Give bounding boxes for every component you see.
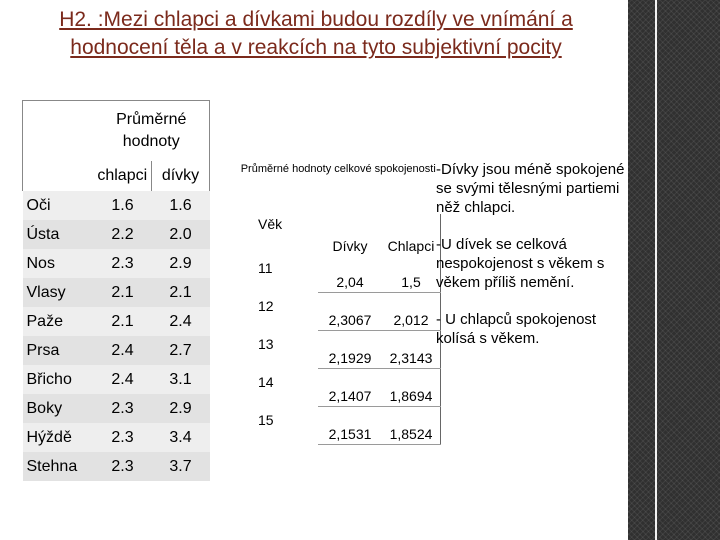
table-row: [23, 423, 210, 452]
row-label: Nos: [23, 249, 94, 278]
row-label: Břicho: [23, 365, 94, 394]
girls-value: 1.6: [152, 191, 210, 220]
boys-value: 2.4: [94, 365, 152, 394]
boys-value: 2.1: [94, 278, 152, 307]
boys-value: 1,8524: [382, 406, 441, 444]
age-value: 15: [258, 412, 274, 428]
row-label: Oči: [23, 191, 94, 220]
satisfaction-table-title: Průměrné hodnoty celkové spokojenosti: [240, 163, 436, 175]
girls-value: 2.4: [152, 307, 210, 336]
table-row: [23, 278, 210, 307]
body-parts-table: [22, 100, 210, 481]
girls-value: 2.1: [152, 278, 210, 307]
girls-value: 2,04: [318, 254, 382, 292]
girls-column-header: Dívky: [332, 238, 368, 254]
table-row: [236, 292, 441, 330]
boys-value: 2.3: [94, 423, 152, 452]
row-label: Ústa: [23, 220, 94, 249]
finding-girls-age: -U dívek se celková nespokojenost s věkem s věkem příliš nemění.: [436, 236, 605, 291]
boys-column-header: Chlapci: [382, 214, 441, 254]
girls-value: 2,1531: [318, 406, 382, 444]
row-label: Boky: [23, 394, 94, 423]
satisfaction-by-age-table: [236, 158, 441, 445]
average-values-header: Průměrné hodnoty: [94, 101, 210, 162]
age-value: 11: [258, 260, 273, 276]
table-row: [23, 191, 210, 220]
table-row: [23, 365, 210, 394]
girls-value: 2.9: [152, 394, 210, 423]
boys-column-header: chlapci: [94, 161, 152, 191]
finding-boys-age: - U chlapců spokojenost kolísá s věkem.: [436, 311, 597, 347]
girls-value: 2.7: [152, 336, 210, 365]
row-label: Paže: [23, 307, 94, 336]
row-label: Hýždě: [23, 423, 94, 452]
finding-girls-parts: -Dívky jsou méně spokojené se svými tělesnými partiemi něž chlapci.: [436, 161, 625, 216]
girls-value: 2,3067: [318, 292, 382, 330]
girls-value: 2,1929: [318, 330, 382, 368]
row-label: Stehna: [23, 452, 94, 481]
boys-value: 2.4: [94, 336, 152, 365]
sidebar-divider: [655, 0, 657, 540]
age-value: 13: [258, 336, 274, 352]
boys-value: 2,3143: [382, 330, 441, 368]
girls-value: 3.1: [152, 365, 210, 394]
girls-value: 3.4: [152, 423, 210, 452]
row-label: Vlasy: [23, 278, 94, 307]
table-row: [23, 452, 210, 481]
table-row: [23, 336, 210, 365]
girls-value: 3.7: [152, 452, 210, 481]
table-row: [23, 307, 210, 336]
girls-value: 2,1407: [318, 368, 382, 406]
table-row: [23, 220, 210, 249]
table-row: [236, 368, 441, 406]
table-row: [23, 394, 210, 423]
boys-value: 2.2: [94, 220, 152, 249]
boys-value: 1,8694: [382, 368, 441, 406]
table-row: [236, 254, 441, 292]
table-row: [236, 406, 441, 444]
boys-value: 2.3: [94, 394, 152, 423]
boys-value: 1.6: [94, 191, 152, 220]
age-value: 12: [258, 298, 274, 314]
boys-value: 2,012: [382, 292, 441, 330]
age-column-header: Věk: [258, 216, 283, 232]
girls-column-header: dívky: [152, 161, 210, 191]
findings-text: [436, 160, 632, 366]
boys-value: 2.3: [94, 249, 152, 278]
girls-value: 2.0: [152, 220, 210, 249]
table-row: [236, 330, 441, 368]
decorative-sidebar: [628, 0, 720, 540]
blank-header-cell: [23, 101, 94, 192]
boys-value: 2.1: [94, 307, 152, 336]
table-row: [23, 249, 210, 278]
boys-value: 1,5: [382, 254, 441, 292]
age-value: 14: [258, 374, 274, 390]
row-label: Prsa: [23, 336, 94, 365]
girls-value: 2.9: [152, 249, 210, 278]
slide-title: H2. :Mezi chlapci a dívkami budou rozdíly ve vnímání a hodnocení těla a v reakcích na tyto subjektivní pocity: [59, 8, 573, 59]
boys-value: 2.3: [94, 452, 152, 481]
